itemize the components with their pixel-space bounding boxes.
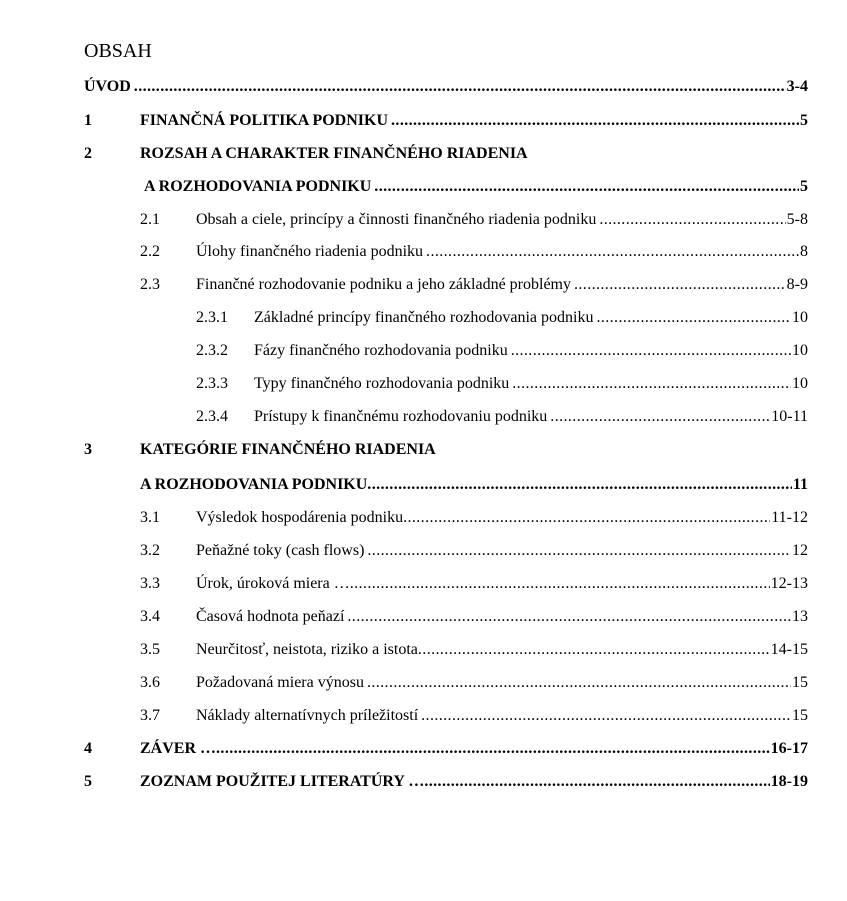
- dot-leader: [421, 705, 791, 727]
- toc-entry-title: Základné princípy finančného rozhodovania podniku: [254, 309, 594, 326]
- toc-entry-3-6: [84, 672, 808, 694]
- toc-entry-page: 11-12: [771, 509, 808, 526]
- toc-entry-page: 10: [792, 342, 808, 359]
- toc-entry-page: 12: [792, 542, 808, 559]
- dot-leader: [403, 507, 770, 529]
- toc-entry-number: 2.1: [140, 211, 160, 228]
- toc-entry-number: 1: [84, 112, 92, 129]
- toc-entry-2-3-3: [84, 373, 808, 395]
- toc-entry-title: Požadovaná miera výnosu: [196, 674, 364, 691]
- dot-leader: [367, 672, 791, 694]
- toc-entry-title: ROZSAH A CHARAKTER FINANČNÉHO RIADENIA: [140, 145, 528, 162]
- toc-entry-number: 3.3: [140, 575, 160, 592]
- toc-entry-2-2: [84, 241, 808, 263]
- toc-entry-number: 2.3.4: [196, 408, 228, 425]
- toc-entry-title: FINANČNÁ POLITIKA PODNIKU: [140, 112, 389, 129]
- toc-entry-title: ZÁVER …: [140, 740, 217, 757]
- dot-leader: [511, 340, 791, 362]
- toc-entry-2-1: [84, 209, 808, 231]
- toc-entry-number: 3.5: [140, 641, 160, 658]
- toc-entry-2-3-1: [84, 307, 808, 329]
- dot-leader: [367, 474, 792, 496]
- toc-entry-number: 2.3.1: [196, 309, 228, 326]
- toc-entry-title: A ROZHODOVANIA PODNIKU: [144, 178, 372, 195]
- toc-entry-3-7: [84, 705, 808, 727]
- toc-entry-uvod: [84, 76, 808, 98]
- toc-entry-page: 5-8: [786, 211, 808, 228]
- toc-entry-title: Úrok, úroková miera …: [196, 575, 350, 592]
- dot-leader: [512, 373, 791, 395]
- toc-entry-number: 4: [84, 740, 92, 757]
- toc-entry-number: 2.3.3: [196, 375, 228, 392]
- toc-entry-3-continued: [84, 474, 808, 496]
- toc-entry-number: 3.2: [140, 542, 160, 559]
- toc-entry-3: [84, 439, 808, 461]
- toc-entry-page: 10: [792, 309, 808, 326]
- toc-entry-page: 10: [792, 375, 808, 392]
- toc-entry-title: Finančné rozhodovanie podniku a jeho základné problémy: [196, 276, 571, 293]
- toc-entry-title: Náklady alternatívnych príležitostí: [196, 707, 419, 724]
- toc-entry-title: Prístupy k finančnému rozhodovaniu podniku: [254, 408, 548, 425]
- toc-entry-2-3: [84, 274, 808, 296]
- toc-entry-page: 18-19: [770, 773, 808, 790]
- toc-entry-3-5: [84, 639, 808, 661]
- dot-leader: [424, 771, 769, 793]
- toc-entry-title: Obsah a ciele, princípy a činnosti finančného riadenia podniku: [196, 211, 597, 228]
- toc-entry-page: 5: [800, 112, 808, 129]
- toc-entry-title: ZOZNAM POUŽITEJ LITERATÚRY …: [140, 773, 425, 790]
- dot-leader: [134, 76, 786, 98]
- toc-entry-1: [84, 110, 808, 132]
- toc-entry-4: [84, 738, 808, 760]
- toc-entry-title: KATEGÓRIE FINANČNÉHO RIADENIA: [140, 441, 436, 458]
- toc-entry-number: 2.2: [140, 243, 160, 260]
- dot-leader: [350, 573, 770, 595]
- toc-entry-5: [84, 771, 808, 793]
- toc-entry-title: Peňažné toky (cash flows): [196, 542, 365, 559]
- toc-entry-page: 8: [800, 243, 808, 260]
- toc-entry-page: 14-15: [770, 641, 808, 658]
- toc-entry-number: 2.3: [140, 276, 160, 293]
- dot-leader: [418, 639, 770, 661]
- toc-entry-page: 15: [792, 674, 808, 691]
- dot-leader: [550, 406, 770, 428]
- dot-leader: [596, 307, 791, 329]
- toc-entry-number: 5: [84, 773, 92, 790]
- toc-entry-number: 2: [84, 145, 92, 162]
- toc-entry-2-continued: [84, 176, 808, 198]
- toc-entry-page: 12-13: [770, 575, 808, 592]
- toc-entry-title: Úlohy finančného riadenia podniku: [196, 243, 424, 260]
- toc-entry-3-4: [84, 606, 808, 628]
- toc-entry-2-3-4: [84, 406, 808, 428]
- dot-leader: [391, 110, 799, 132]
- toc-entry-page: 13: [792, 608, 808, 625]
- toc-entry-page: 10-11: [771, 408, 808, 425]
- dot-leader: [374, 176, 799, 198]
- dot-leader: [367, 540, 791, 562]
- toc-entry-title: A ROZHODOVANIA PODNIKU: [140, 476, 368, 493]
- dot-leader: [574, 274, 786, 296]
- toc-entry-title: Výsledok hospodárenia podniku: [196, 509, 404, 526]
- toc-entry-number: 3.7: [140, 707, 160, 724]
- toc-entry-number: 2.3.2: [196, 342, 228, 359]
- toc-entry-2: [84, 143, 808, 165]
- toc-entry-title: Fázy finančného rozhodovania podniku: [254, 342, 508, 359]
- toc-entry-page: 15: [792, 707, 808, 724]
- toc-entry-number: 3.6: [140, 674, 160, 691]
- toc-entry-number: 3.4: [140, 608, 160, 625]
- toc-entry-page: 11: [792, 476, 808, 493]
- toc-entry-title: Neurčitosť, neistota, riziko a istota: [196, 641, 418, 658]
- toc-entry-page: 16-17: [770, 740, 808, 757]
- toc-heading: OBSAH: [84, 40, 152, 62]
- dot-leader: [599, 209, 785, 231]
- toc-entry-title: ÚVOD: [84, 78, 131, 95]
- toc-entry-title: Časová hodnota peňazí: [196, 608, 345, 625]
- toc-entry-3-1: [84, 507, 808, 529]
- toc-entry-3-3: [84, 573, 808, 595]
- toc-entry-title: Typy finančného rozhodovania podniku: [254, 375, 510, 392]
- toc-entry-2-3-2: [84, 340, 808, 362]
- dot-leader: [426, 241, 799, 263]
- toc-entry-number: 3.1: [140, 509, 160, 526]
- dot-leader: [216, 738, 770, 760]
- toc-entry-page: 5: [800, 178, 808, 195]
- toc-entry-3-2: [84, 540, 808, 562]
- dot-leader: [347, 606, 791, 628]
- toc-entry-number: 3: [84, 441, 92, 458]
- toc-entry-page: 8-9: [786, 276, 808, 293]
- toc-entry-page: 3-4: [786, 78, 808, 95]
